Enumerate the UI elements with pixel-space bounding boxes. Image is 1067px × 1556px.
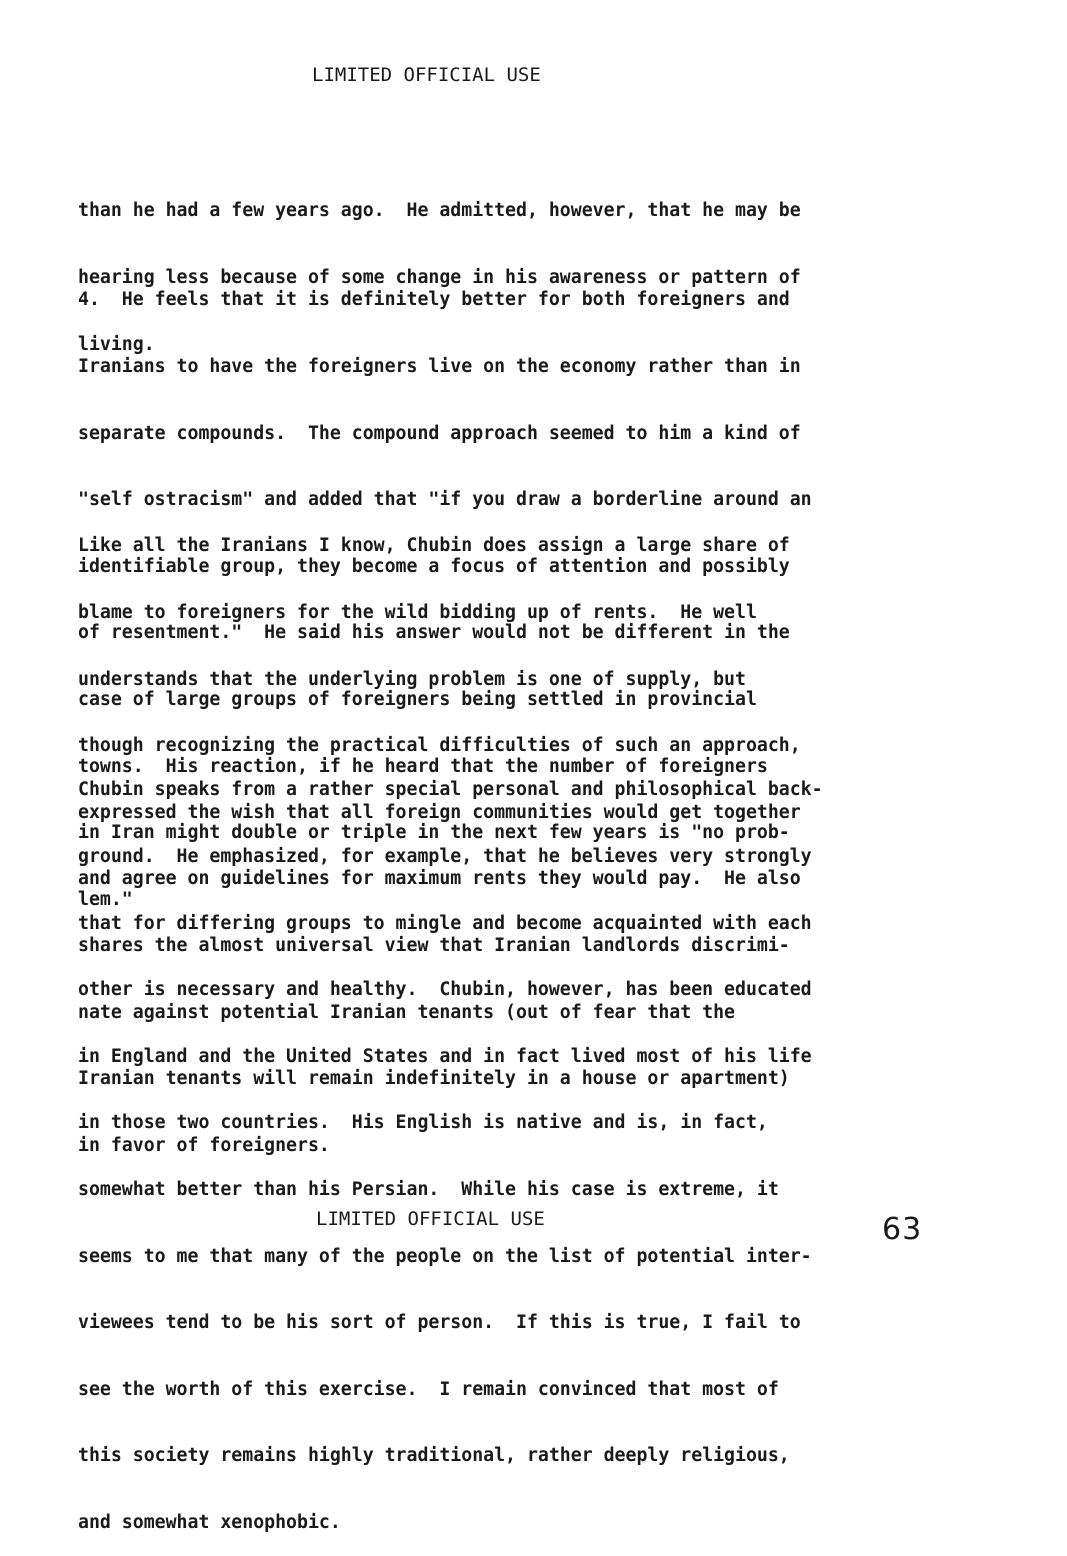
text-line: other is necessary and healthy. Chubin, however, has been educated [78,979,812,1001]
text-line: in England and the United States and in fact lived most of his life [78,1045,812,1067]
text-line: shares the almost universal view that Iranian landlords discrimi- [78,934,790,956]
text-line: in favor of foreigners. [78,1134,330,1156]
text-line: Chubin speaks from a rather special personal and philosophical back- [78,779,823,801]
text-line: than he had a few years ago. He admitted, however, that he may be [78,200,801,222]
text-line: identifiable group, they become a focus of attention and possibly [78,555,790,577]
text-line: living. [78,333,155,355]
text-line: that for differing groups to mingle and become acquainted with each [78,912,812,934]
text-line: towns. His reaction, if he heard that the number of foreigners [78,755,768,777]
text-line: viewees tend to be his sort of person. If this is true, I fail to [78,1312,801,1334]
text-line: and somewhat xenophobic. [78,1511,341,1533]
text-line: in Iran might double or triple in the next few years is "no prob- [78,822,790,844]
text-line: though recognizing the practical difficulties of such an approach, [78,735,801,757]
text-line: Iranian tenants will remain indefinitely in a house or apartment) [78,1068,790,1090]
text-line: and agree on guidelines for maximum rents they would pay. He also [78,868,801,890]
text-line: nate against potential Iranian tenants (out of fear that the [78,1001,735,1023]
paragraph-4 [78,735,838,1556]
text-line: blame to foreigners for the wild bidding up of rents. He well [78,602,757,623]
text-line: ground. He emphasized, for example, that he believes very strongly [78,846,812,867]
text-line: seems to me that many of the people on the list of potential inter- [78,1245,812,1267]
footer-classification: LIMITED OFFICIAL USE [316,1208,545,1230]
text-line: "self ostracism" and added that "if you draw a borderline around an [78,489,812,511]
text-line: 4. He feels that it is definitely better for both foreigners and [78,289,790,311]
text-line: of resentment." He said his answer would not be different in the [78,622,790,644]
text-line: separate compounds. The compound approach seemed to him a kind of [78,422,801,444]
text-line: in those two countries. His English is native and is, in fact, [78,1112,768,1134]
page-number: 63 [882,1212,923,1247]
text-line: Like all the Iranians I know, Chubin does assign a large share of [78,535,790,557]
text-line: expressed the wish that all foreign communities would get together [78,801,801,823]
text-line: understands that the underlying problem is one of supply, but [78,668,746,690]
text-line: see the worth of this exercise. I remain convinced that most of [78,1378,779,1400]
text-line: somewhat better than his Persian. While his case is extreme, it [78,1178,779,1200]
text-line: case of large groups of foreigners being settled in provincial [78,688,757,710]
header-classification: LIMITED OFFICIAL USE [312,64,541,86]
text-line: hearing less because of some change in his awareness or pattern of [78,267,801,288]
text-line: Iranians to have the foreigners live on the economy rather than in [78,356,801,377]
text-line: lem." [78,888,133,910]
text-line: this society remains highly traditional, rather deeply religious, [78,1445,790,1467]
